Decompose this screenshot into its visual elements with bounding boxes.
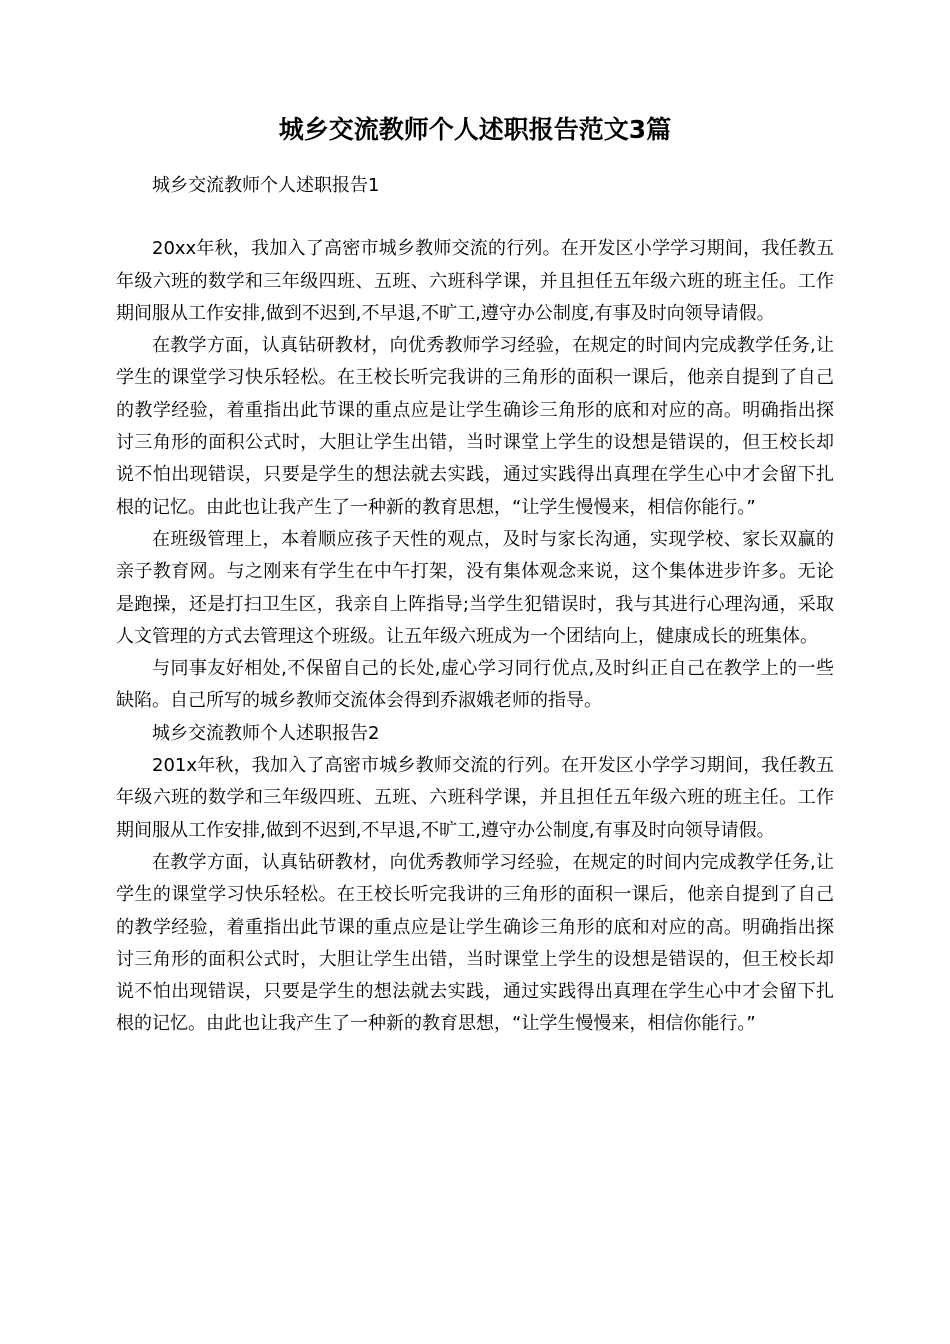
- document-body: [116, 170, 834, 1041]
- paragraph: 201x年秋，我加入了高密市城乡教师交流的行列。在开发区小学学习期间，我任教五年级六班的数学和三年级四班、五班、六班科学课，并且担任五年级六班的班主任。工作期间服从工作安排,做到不迟到,不早退,不旷工,遵守办公制度,有事及时向领导请假。: [116, 755, 834, 841]
- paragraph: 在教学方面，认真钻研教材，向优秀教师学习经验，在规定的时间内完成教学任务,让学生的课堂学习快乐轻松。在王校长听完我讲的三角形的面积一课后，他亲自提到了自己的教学经验，着重指出此节课的重点应是让学生确诊三角形的底和对应的高。明确指出探讨三角形的面积公式时，大胆让学生出错，当时课堂上学生的设想是错误的，但王校长却说不怕出现错误，只要是学生的想法就去实践，通过实践得出真理在学生心中才会留下扎根的记忆。由此也让我产生了一种新的教育思想，“让学生慢慢来，相信你能行。”: [116, 335, 834, 518]
- section-heading: 城乡交流教师个人述职报告2: [152, 722, 380, 744]
- paragraph: 在班级管理上，本着顺应孩子天性的观点，及时与家长沟通，实现学校、家长双赢的亲子教育网。与之刚来有学生在中午打架，没有集体观念来说，这个集体进步许多。无论是跑操，还是打扫卫生区，我亲自上阵指导;当学生犯错误时，我与其进行心理沟通，采取人文管理的方式去管理这个班级。让五年级六班成为一个团结向上，健康成长的班集体。: [116, 528, 834, 647]
- section-heading: 城乡交流教师个人述职报告1: [152, 175, 380, 196]
- paragraph: 在教学方面，认真钻研教材，向优秀教师学习经验，在规定的时间内完成教学任务,让学生的课堂学习快乐轻松。在王校长听完我讲的三角形的面积一课后，他亲自提到了自己的教学经验，着重指出此节课的重点应是让学生确诊三角形的底和对应的高。明确指出探讨三角形的面积公式时，大胆让学生出错，当时课堂上学生的设想是错误的，但王校长却说不怕出现错误，只要是学生的想法就去实践，通过实践得出真理在学生心中才会留下扎根的记忆。由此也让我产生了一种新的教育思想，“让学生慢慢来，相信你能行。”: [116, 851, 834, 1035]
- paragraph: 与同事友好相处,不保留自己的长处,虚心学习同行优点,及时纠正自己在教学上的一些缺陷。自己所写的城乡教师交流体会得到乔淑娥老师的指导。: [116, 658, 834, 712]
- blank-line: [116, 202, 834, 233]
- paragraph: 20xx年秋，我加入了高密市城乡教师交流的行列。在开发区小学学习期间，我任教五年级六班的数学和三年级四班、五班、六班科学课，并且担任五年级六班的班主任。工作期间服从工作安排,做到不迟到,不早退,不旷工,遵守办公制度,有事及时向领导请假。: [116, 238, 834, 324]
- document-title: 城乡交流教师个人述职报告范文3篇: [278, 115, 672, 144]
